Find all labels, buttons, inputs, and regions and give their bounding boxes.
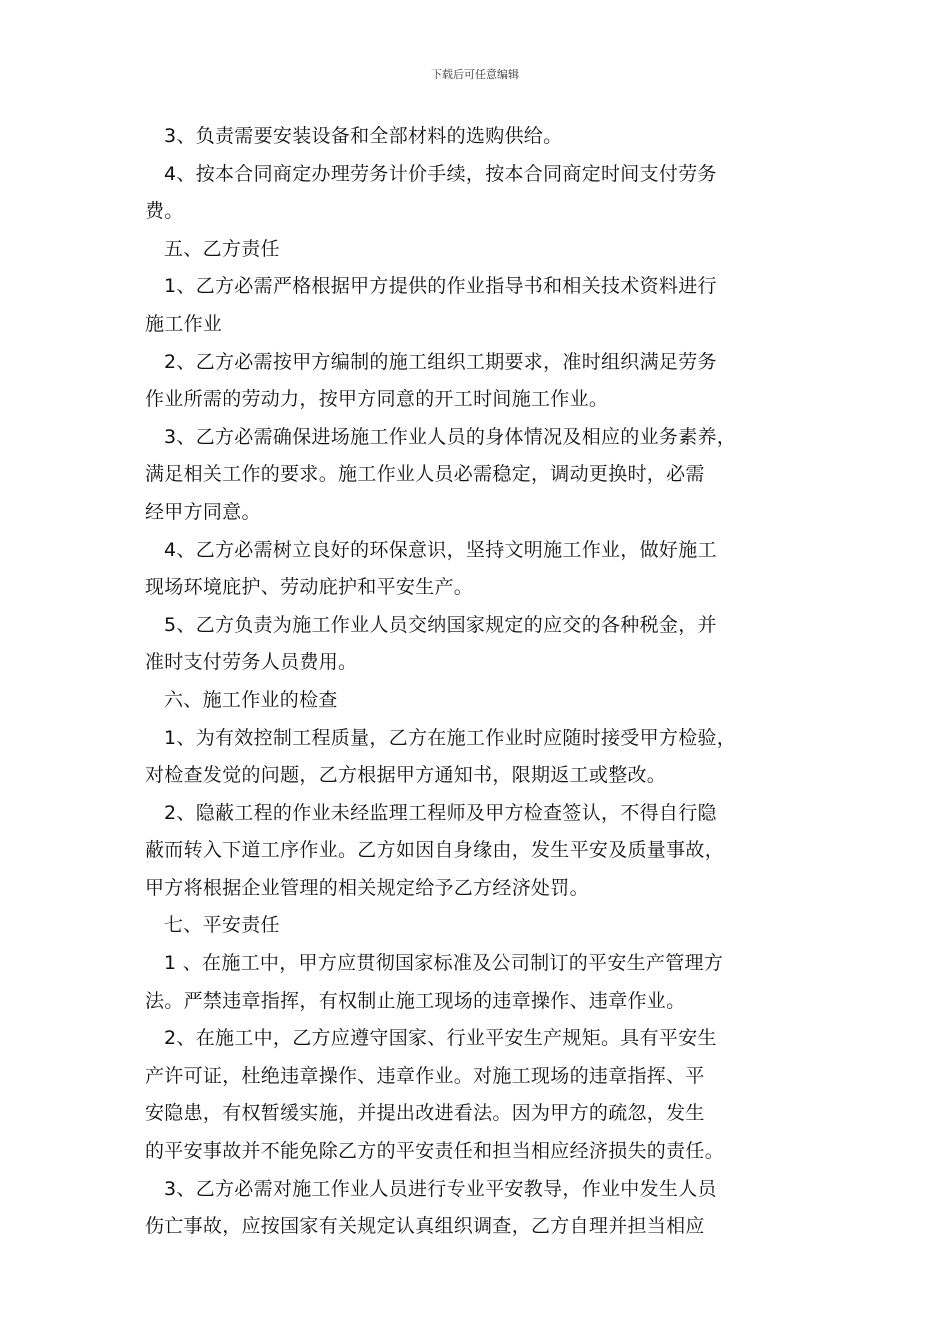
text-line: 产许可证，杜绝违章操作、违章作业。对施工现场的违章指挥、平 [145, 1064, 705, 1087]
text-line: 4、按本合同商定办理劳务计价手续，按本合同商定时间支付劳务 [164, 162, 717, 185]
text-line: 法。严禁违章指挥，有权制止施工现场的违章操作、违章作业。 [145, 989, 686, 1012]
text-line: 蔽而转入下道工序作业。乙方如因自身缘由，发生平安及质量事故， [145, 839, 725, 862]
text-line: 甲方将根据企业管理的相关规定给予乙方经济处罚。 [145, 876, 589, 899]
text-line: 作业所需的劳动力，按甲方同意的开工时间施工作业。 [145, 388, 609, 411]
text-line: 满足相关工作的要求。施工作业人员必需稳定，调动更换时，必需 [145, 463, 705, 486]
text-line: 对检查发觉的问题，乙方根据甲方通知书，限期返工或整改。 [145, 764, 667, 787]
text-line: 六、施工作业的检查 [164, 688, 338, 711]
text-line: 3、乙方必需确保进场施工作业人员的身体情况及相应的业务素养， [164, 425, 737, 448]
text-line: 2、乙方必需按甲方编制的施工组织工期要求，准时组织满足劳务 [164, 350, 717, 373]
text-line: 1、乙方必需严格根据甲方提供的作业指导书和相关技术资料进行 [164, 275, 717, 298]
text-line: 3、乙方必需对施工作业人员进行专业平安教导，作业中发生人员 [164, 1177, 717, 1200]
document-body [145, 118, 815, 1246]
text-line: 准时支付劳务人员费用。 [145, 651, 358, 674]
text-line: 五、乙方责任 [164, 237, 280, 260]
text-line: 费。 [145, 200, 184, 223]
text-line: 经甲方同意。 [145, 500, 261, 523]
text-line: 2、隐蔽工程的作业未经监理工程师及甲方检查签认，不得自行隐 [164, 801, 717, 824]
text-line: 安隐患，有权暂缓实施，并提出改进看法。因为甲方的疏忽，发生 [145, 1102, 705, 1125]
text-line: 4、乙方必需树立良好的环保意识，坚持文明施工作业，做好施工 [164, 538, 717, 561]
page-header: 下载后可任意编辑 [431, 68, 519, 81]
text-line: 1、为有效控制工程质量，乙方在施工作业时应随时接受甲方检验， [164, 726, 737, 749]
text-line: 1 、在施工中，甲方应贯彻国家标准及公司制订的平安生产管理方 [164, 952, 724, 975]
text-line: 七、平安责任 [164, 914, 280, 937]
text-line: 伤亡事故，应按国家有关规定认真组织调查，乙方自理并担当相应 [145, 1215, 705, 1238]
text-line: 2、在施工中，乙方应遵守国家、行业平安生产规矩。具有平安生 [164, 1027, 717, 1050]
text-line: 施工作业 [145, 312, 223, 335]
text-line: 3、负责需要安装设备和全部材料的选购供给。 [164, 125, 563, 147]
text-line: 5、乙方负责为施工作业人员交纳国家规定的应交的各种税金，并 [164, 613, 717, 636]
text-line: 的平安事故并不能免除乙方的平安责任和担当相应经济损失的责任。 [145, 1140, 725, 1163]
text-line: 现场环境庇护、劳动庇护和平安生产。 [145, 576, 474, 599]
